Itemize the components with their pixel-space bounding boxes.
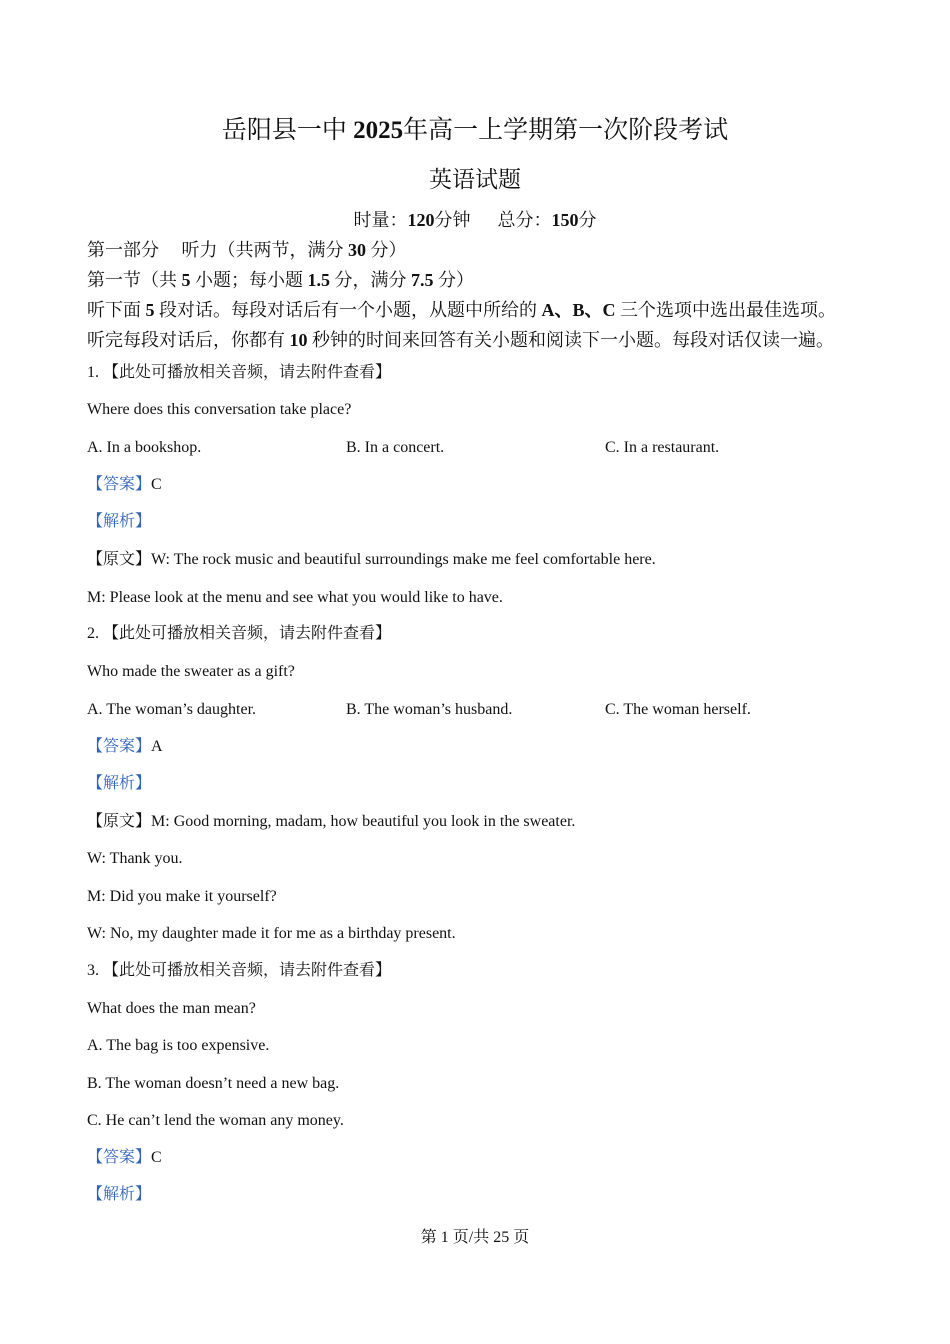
part1-heading-a: 第一部分 — [87, 240, 159, 260]
answer-tag: 【答案】 — [87, 1149, 152, 1166]
instr2-num: 10 — [289, 330, 308, 350]
score-value: 150 — [551, 210, 579, 230]
question-3-analysis — [87, 1185, 151, 1205]
part1-heading-score: 30 — [348, 240, 366, 260]
answer-tag: 【答案】 — [87, 476, 152, 493]
title-year: 2025 — [353, 117, 404, 144]
time-label: 时量： — [353, 210, 408, 230]
question-number: 1. — [87, 364, 99, 381]
answer-tag: 【答案】 — [87, 738, 152, 755]
question-3-option-a: A. The bag is too expensive. — [87, 1037, 270, 1054]
question-1-transcript-1 — [87, 550, 656, 570]
instr1-opts: A、B、C — [541, 300, 616, 320]
transcript-line: M: Good morning, madam, how beautiful you look in the sweater. — [151, 813, 576, 830]
answer-value: C — [151, 1149, 162, 1166]
answer-value: C — [151, 476, 162, 493]
question-1-audio — [87, 363, 391, 383]
footer-total-pages: 25 — [493, 1229, 510, 1246]
instructions-line2 — [87, 329, 834, 351]
question-1-option-b: B. In a concert. — [346, 439, 445, 456]
footer-page-number: 1 — [440, 1229, 449, 1246]
footer-b: 页/共 — [452, 1229, 490, 1246]
section1-c: 分，满分 — [334, 270, 407, 290]
page-subtitle: 英语试题 — [429, 167, 521, 192]
question-1-answer — [87, 475, 162, 495]
title-rest: 年高一上学期第一次阶段考试 — [403, 117, 729, 144]
question-2-answer — [87, 737, 163, 757]
question-3-option-b: B. The woman doesn’t need a new bag. — [87, 1075, 340, 1092]
time-unit: 分钟 — [434, 210, 471, 230]
question-2-text: Who made the sweater as a gift? — [87, 663, 295, 680]
instr1-b: 段对话。每段对话后有一个小题，从题中所给的 — [159, 300, 537, 320]
question-1-analysis — [87, 512, 151, 532]
question-3-text: What does the man mean? — [87, 1000, 256, 1017]
section1-total: 7.5 — [411, 270, 434, 290]
transcript-line: W: The rock music and beautiful surroundings make me feel comfortable here. — [151, 551, 656, 568]
footer-a: 第 — [420, 1229, 437, 1246]
audio-note: 【此处可播放相关音频，请去附件查看】 — [103, 625, 392, 642]
original-tag: 【原文】 — [87, 551, 152, 568]
section1-a: 第一节（共 — [87, 270, 177, 290]
section1-each: 1.5 — [307, 270, 330, 290]
part1-heading-b: 听力（共两节，满分 — [181, 240, 344, 260]
analysis-tag: 【解析】 — [87, 513, 152, 530]
audio-note: 【此处可播放相关音频，请去附件查看】 — [103, 962, 392, 979]
original-tag: 【原文】 — [87, 813, 152, 830]
instr2-a: 听完每段对话后，你都有 — [87, 330, 285, 350]
score-unit: 分 — [578, 210, 597, 230]
analysis-tag: 【解析】 — [87, 775, 152, 792]
question-2-analysis — [87, 774, 151, 794]
footer-c: 页 — [513, 1229, 530, 1246]
time-value: 120 — [407, 210, 435, 230]
exam-meta — [0, 209, 950, 231]
question-number: 3. — [87, 962, 99, 979]
question-2-transcript-4: W: No, my daughter made it for me as a birthday present. — [87, 925, 456, 942]
section1-heading — [87, 269, 474, 291]
question-1-option-a: A. In a bookshop. — [87, 439, 202, 456]
question-1-transcript-2: M: Please look at the menu and see what you would like to have. — [87, 589, 503, 606]
question-2-transcript-3: M: Did you make it yourself? — [87, 888, 277, 905]
instr1-a: 听下面 — [87, 300, 141, 320]
section1-count: 5 — [181, 270, 191, 290]
question-2-transcript-2: W: Thank you. — [87, 850, 183, 867]
instr1-num: 5 — [145, 300, 155, 320]
question-2-audio — [87, 624, 391, 644]
instr1-c: 三个选项中选出最佳选项。 — [620, 300, 837, 320]
analysis-tag: 【解析】 — [87, 1186, 152, 1203]
score-label: 总分： — [497, 210, 552, 230]
question-2-transcript-1 — [87, 812, 575, 832]
page-title — [0, 116, 950, 146]
question-2-option-a: A. The woman’s daughter. — [87, 701, 257, 718]
question-3-option-c: C. He can’t lend the woman any money. — [87, 1112, 344, 1129]
audio-note: 【此处可播放相关音频，请去附件查看】 — [103, 364, 392, 381]
part1-heading-end: 分） — [370, 240, 407, 260]
question-3-audio — [87, 961, 391, 981]
question-1-option-c: C. In a restaurant. — [605, 439, 720, 456]
section1-b: 小题；每小题 — [195, 270, 303, 290]
part1-heading — [87, 239, 407, 261]
section1-d: 分） — [438, 270, 474, 290]
answer-value: A — [151, 738, 163, 755]
question-2-option-b: B. The woman’s husband. — [346, 701, 513, 718]
title-school: 岳阳县一中 — [221, 117, 347, 144]
instructions-line1 — [87, 299, 836, 321]
question-number: 2. — [87, 625, 99, 642]
question-2-option-c: C. The woman herself. — [605, 701, 751, 718]
instr2-b: 秒钟的时间来回答有关小题和阅读下一小题。每段对话仅读一遍。 — [312, 330, 834, 350]
question-1-text: Where does this conversation take place? — [87, 401, 352, 418]
question-3-answer — [87, 1148, 162, 1168]
page-footer — [0, 1228, 950, 1248]
